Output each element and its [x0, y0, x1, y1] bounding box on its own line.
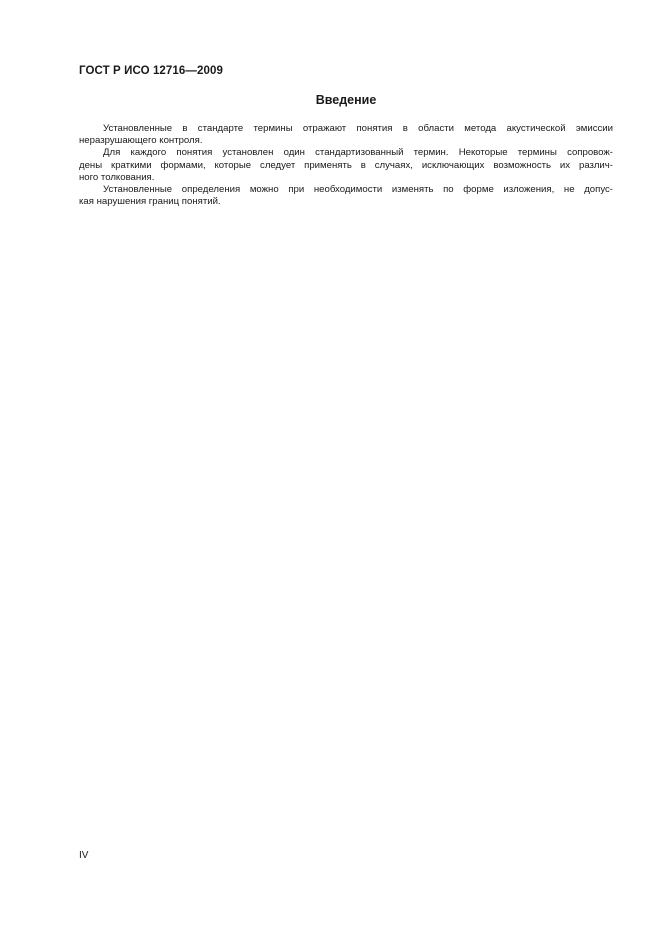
section-title: Введение [315, 93, 377, 107]
paragraph-2 [79, 147, 613, 184]
paragraph-line: кая нарушения границ понятий. [79, 196, 221, 208]
paragraph-line: Установленные в стандарте термины отражают понятия в области метода акустической эмиссии [103, 123, 613, 134]
paragraph-line: Установленные определения можно при необходимости изменять по форме изложения, не допус- [103, 184, 613, 196]
paragraph-line: Для каждого понятия установлен один стандартизованный термин. Некоторые термины сопровож- [103, 147, 613, 159]
introduction-body [79, 123, 613, 208]
page-number: IV [79, 850, 89, 861]
paragraph-line: ного толкования. [79, 171, 155, 183]
paragraph-1 [79, 123, 613, 147]
document-code-header: ГОСТ Р ИСО 12716—2009 [79, 65, 224, 77]
paragraph-line: дены краткими формами, которые следует применять в случаях, исключающих возможность их различ- [79, 159, 613, 171]
paragraph-3 [79, 184, 613, 208]
paragraph-line: неразрушающего контроля. [79, 135, 203, 147]
